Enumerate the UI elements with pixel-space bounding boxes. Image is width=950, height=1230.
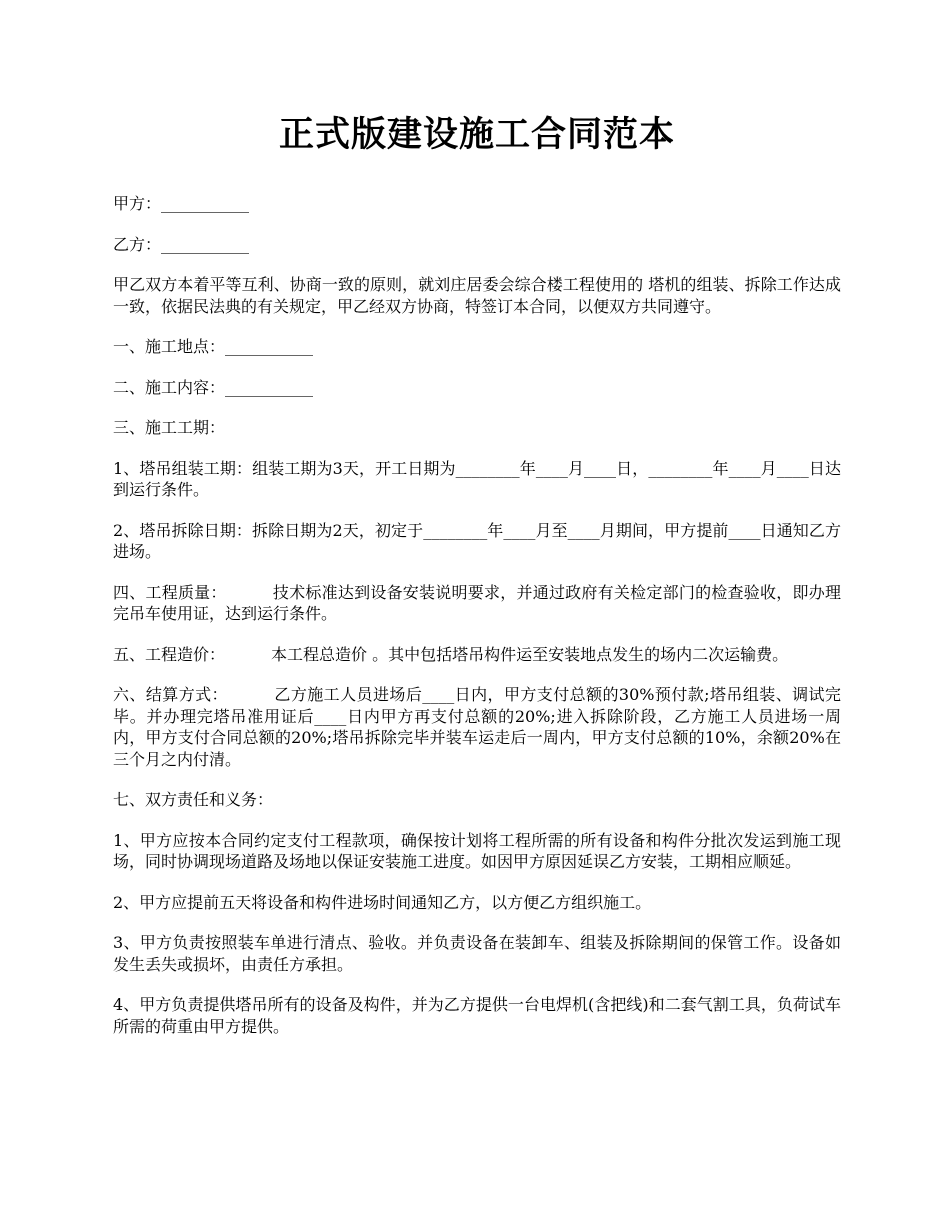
- quality-text: 技术标准达到设备安装说明要求，并通过政府有关检定部门的检查验收，即办理完吊车使用证，达到运行条件。: [113, 582, 841, 623]
- cost-clause: [113, 644, 841, 666]
- party-b-line: 乙方：___________: [113, 234, 250, 254]
- preamble-paragraph: 甲乙双方本着平等互利、协商一致的原则，就刘庄居委会综合楼工程使用的 塔机的组装、拆除工作达成一致，依据民法典的有关规定，甲乙经双方协商，特签订本合同，以便双方共同遵守。: [113, 275, 841, 316]
- construction-period-heading: 三、施工工期：: [113, 418, 226, 437]
- responsibility-item: 4、甲方负责提供塔吊所有的设备及构件，并为乙方提供一台电焊机(含把线)和二套气割工具，负荷试车所需的荷重由甲方提供。: [113, 995, 841, 1036]
- quality-label: 四、工程质量：: [113, 582, 227, 602]
- quality-clause: [113, 582, 841, 625]
- construction-content-clause: 二、施工内容：___________: [113, 377, 314, 397]
- dismantling-date-clause: 2、塔吊拆除日期：拆除日期为2天，初定于________年____月至____月期间，甲方提前____日通知乙方进场。: [113, 520, 841, 561]
- assembly-period-clause: 1、塔吊组装工期：组装工期为3天，开工日期为________年____月____日，________年____月____日达到运行条件。: [113, 458, 841, 499]
- cost-text: 本工程总造价 。其中包括塔吊构件运至安装地点发生的场内二次运输费。: [271, 644, 789, 664]
- party-a-line: 甲方：___________: [113, 194, 250, 213]
- responsibility-item: 3、甲方负责按照装车单进行清点、验收。并负责设备在装卸车、组装及拆除期间的保管工作。设备如发生丢失或损坏，由责任方承担。: [113, 933, 841, 974]
- settlement-text: 乙方施工人员进场后____日内，甲方支付总额的30%预付款;塔吊组装、调试完毕。并办理完塔吊准用证后____日内甲方再支付总额的20%;进入拆除阶段，乙方施工人员进场一周内，甲方支付合同总额的20%;塔吊拆除完毕并装车运走后一周内，甲方支付总额的10%，余额20%在三个月之内付清。: [113, 685, 841, 769]
- document-page: [113, 110, 841, 1056]
- responsibilities-heading: 七、双方责任和义务：: [113, 790, 274, 809]
- settlement-clause: [113, 684, 841, 770]
- responsibility-item: 2、甲方应提前五天将设备和构件进场时间通知乙方，以方便乙方组织施工。: [113, 892, 652, 912]
- document-title: 正式版建设施工合同范本: [278, 114, 675, 155]
- construction-site-clause: 一、施工地点：___________: [113, 337, 314, 356]
- cost-label: 五、工程造价：: [113, 644, 226, 664]
- settlement-label: 六、结算方式：: [113, 685, 228, 704]
- responsibility-item: 1、甲方应按本合同约定支付工程款项，确保按计划将工程所需的所有设备和构件分批次发运到施工现场，同时协调现场道路及场地以保证安装施工进度。如因甲方原因延误乙方安装，工期相应顺延。: [113, 830, 841, 871]
